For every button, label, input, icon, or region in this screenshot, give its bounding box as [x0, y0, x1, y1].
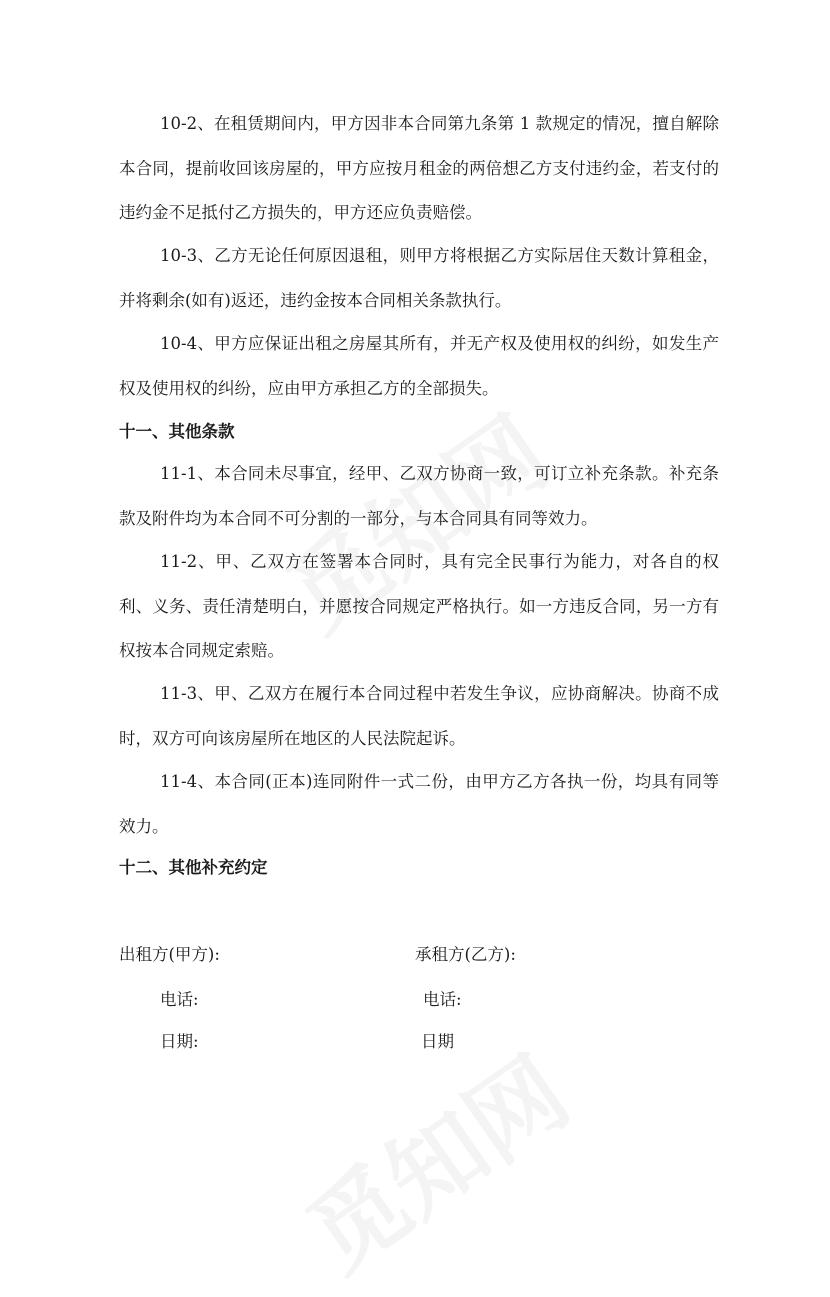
clause-10-4: 10-4、甲方应保证出租之房屋其所有，并无产权及使用权的纠纷，如发生产权及使用权的纠纷，应由甲方承担乙方的全部损失。	[119, 334, 719, 398]
clause-11-3: 11-3、甲、乙双方在履行本合同过程中若发生争议，应协商解决。协商不成时，双方可向该房屋所在地区的人民法院起诉。	[119, 684, 719, 748]
lessee-phone-label: 电话:	[423, 990, 462, 1009]
lessee-label: 承租方(乙方):	[415, 945, 516, 964]
lessor-phone-label: 电话:	[160, 990, 199, 1009]
clause-11-4: 11-4、本合同(正本)连同附件一式二份，由甲方乙方各执一份，均具有同等效力。	[119, 772, 719, 836]
clause-11-2: 11-2、甲、乙双方在签署本合同时，具有完全民事行为能力，对各自的权利、义务、责任清楚明白，并愿按合同规定严格执行。如一方违反合同，另一方有权按本合同规定索赔。	[119, 552, 719, 660]
clause-10-3: 10-3、乙方无论任何原因退租，则甲方将根据乙方实际居住天数计算租金，并将剩余(如有)返还，违约金按本合同相关条款执行。	[119, 246, 719, 310]
lessor-label: 出租方(甲方):	[119, 945, 220, 964]
clause-10-2: 10-2、在租赁期间内，甲方因非本合同第九条第 1 款规定的情况，擅自解除本合同，提前收回该房屋的，甲方应按月租金的两倍想乙方支付违约金，若支付的违约金不足抵付乙方损失的，甲方还应负责赔偿。	[119, 114, 719, 222]
watermark	[277, 1020, 591, 1297]
lessee-date-label: 日期	[421, 1032, 454, 1051]
lessor-date-label: 日期:	[160, 1032, 199, 1051]
section-heading-11: 十一、其他条款	[119, 422, 235, 441]
clause-11-1: 11-1、本合同未尽事宜，经甲、乙双方协商一致，可订立补充条款。补充条款及附件均为本合同不可分割的一部分，与本合同具有同等效力。	[119, 464, 719, 528]
section-heading-12: 十二、其他补充约定	[119, 858, 268, 877]
